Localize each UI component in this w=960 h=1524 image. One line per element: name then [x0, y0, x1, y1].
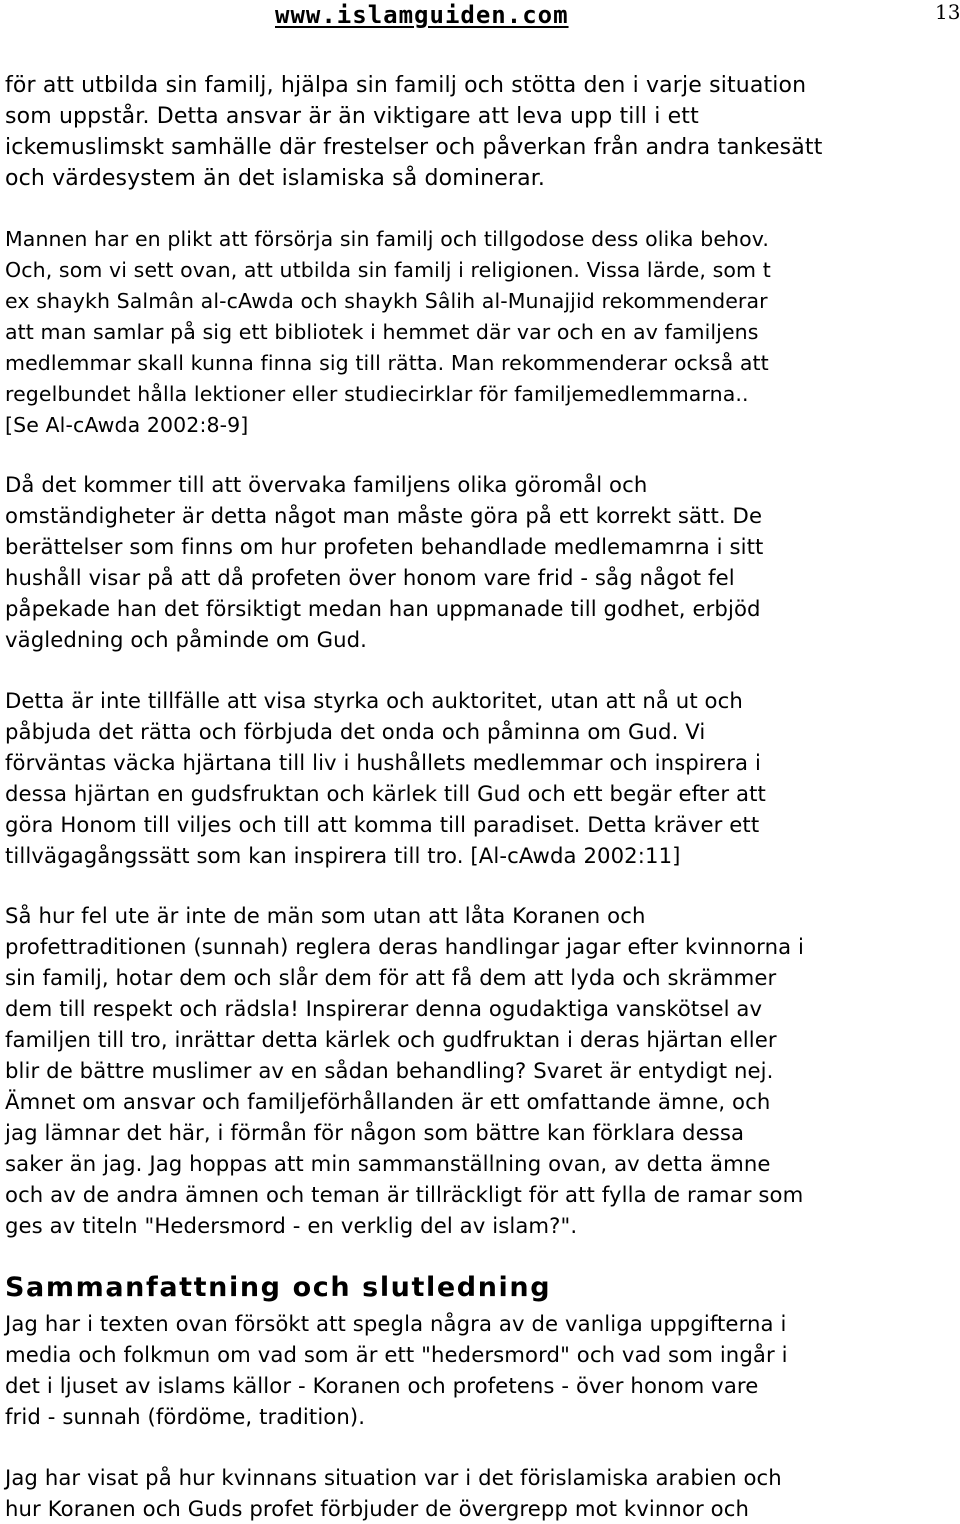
- text-line: saker än jag. Jag hoppas att min sammanställning ovan, av detta ämne: [5, 1151, 771, 1176]
- text-line: blir de bättre muslimer av en sådan behandling? Svaret är entydigt nej.: [5, 1058, 774, 1083]
- text-line: [Se Al-cAwda 2002:8-9]: [5, 413, 249, 437]
- text-line: Ämnet om ansvar och familjeförhållanden är ett omfattande ämne, och: [5, 1089, 771, 1114]
- text-line: profettraditionen (sunnah) reglera deras handlingar jagar efter kvinnorna i: [5, 934, 805, 959]
- text-line: som uppstår. Detta ansvar är än viktigare att leva upp till i ett: [5, 104, 699, 129]
- text-line: frid - sunnah (fördöme, tradition).: [5, 1404, 366, 1429]
- paragraph-husband-duty: [5, 224, 960, 441]
- page-number: 13: [935, 0, 960, 24]
- text-line: och värdesystem än det islamiska så dominerar.: [5, 166, 546, 191]
- paragraph-oversight: [5, 469, 960, 655]
- text-line: regelbundet hålla lektioner eller studiecirklar för familjemedlemmarna..: [5, 382, 749, 406]
- text-line: dessa hjärtan en gudsfruktan och kärlek till Gud och ett begär efter att: [5, 781, 766, 806]
- text-line: att man samlar på sig ett bibliotek i hemmet där var och en av familjens: [5, 320, 759, 344]
- text-line: Detta är inte tillfälle att visa styrka och auktoritet, utan att nå ut och: [5, 688, 743, 713]
- text-line: hur Koranen och Guds profet förbjuder de övergrepp mot kvinnor och: [5, 1496, 749, 1521]
- text-line: påbjuda det rätta och förbjuda det onda och påminna om Gud. Vi: [5, 719, 706, 744]
- text-line: Jag har visat på hur kvinnans situation var i det förislamiska arabien och: [5, 1465, 782, 1490]
- text-line: det i ljuset av islams källor - Koranen och profetens - över honom vare: [5, 1373, 759, 1398]
- text-line: sin familj, hotar dem och slår dem för att få dem att lyda och skrämmer: [5, 965, 777, 990]
- section-heading: Sammanfattning och slutledning: [5, 1272, 552, 1303]
- text-line: jag lämnar det här, i förmån för någon som bättre kan förklara dessa: [5, 1120, 745, 1145]
- paragraph-how-wrong: [5, 900, 960, 1241]
- text-line: familjen till tro, inrättar detta kärlek och gudfruktan i deras hjärtan eller: [5, 1027, 777, 1052]
- text-line: vägledning och påminde om Gud.: [5, 627, 368, 652]
- text-line: dem till respekt och rädsla! Inspirerar denna ogudaktiga vanskötsel av: [5, 996, 763, 1021]
- text-line: ges av titeln "Hedersmord - en verklig del av islam?".: [5, 1213, 578, 1238]
- text-line: medlemmar skall kunna finna sig till rätta. Man rekommenderar också att: [5, 351, 769, 375]
- paragraph-intro: [5, 70, 960, 194]
- text-line: media och folkmun om vad som är ett "hedersmord" och vad som ingår i: [5, 1342, 788, 1367]
- text-line: Och, som vi sett ovan, att utbilda sin familj i religionen. Vissa lärde, som t: [5, 258, 771, 282]
- paragraph-shown: [5, 1462, 960, 1524]
- text-line: omständigheter är detta något man måste göra på ett korrekt sätt. De: [5, 503, 763, 528]
- site-link[interactable]: www.islamguiden.com: [275, 1, 569, 29]
- text-line: Så hur fel ute är inte de män som utan att låta Koranen och: [5, 903, 646, 928]
- text-line: påpekade han det försiktigt medan han uppmanade till godhet, erbjöd: [5, 596, 761, 621]
- text-line: göra Honom till viljes och till att komma till paradiset. Detta kräver ett: [5, 812, 760, 837]
- text-line: ickemuslimskt samhälle där frestelser och påverkan från andra tankesätt: [5, 135, 823, 160]
- text-line: hushåll visar på att då profeten över honom vare frid - såg något fel: [5, 565, 735, 590]
- text-line: och av de andra ämnen och teman är tillräckligt för att fylla de ramar som: [5, 1182, 804, 1207]
- text-line: ex shaykh Salmân al-cAwda och shaykh Sâlih al-Munajjid rekommenderar: [5, 289, 768, 313]
- text-line: berättelser som finns om hur profeten behandlade medlemamrna i sitt: [5, 534, 764, 559]
- text-line: Då det kommer till att övervaka familjens olika göromål och: [5, 472, 648, 497]
- text-line: förväntas väcka hjärtana till liv i hushållets medlemmar och inspirera i: [5, 750, 761, 775]
- paragraph-summary: [5, 1308, 960, 1432]
- text-line: för att utbilda sin familj, hjälpa sin familj och stötta den i varje situation: [5, 73, 807, 98]
- text-line: Mannen har en plikt att försörja sin familj och tillgodose dess olika behov.: [5, 227, 770, 251]
- text-line: Jag har i texten ovan försökt att spegla några av de vanliga uppgifterna i: [5, 1311, 787, 1336]
- paragraph-not-authority: [5, 685, 960, 871]
- text-line: tillvägagångssätt som kan inspirera till tro. [Al-cAwda 2002:11]: [5, 843, 681, 868]
